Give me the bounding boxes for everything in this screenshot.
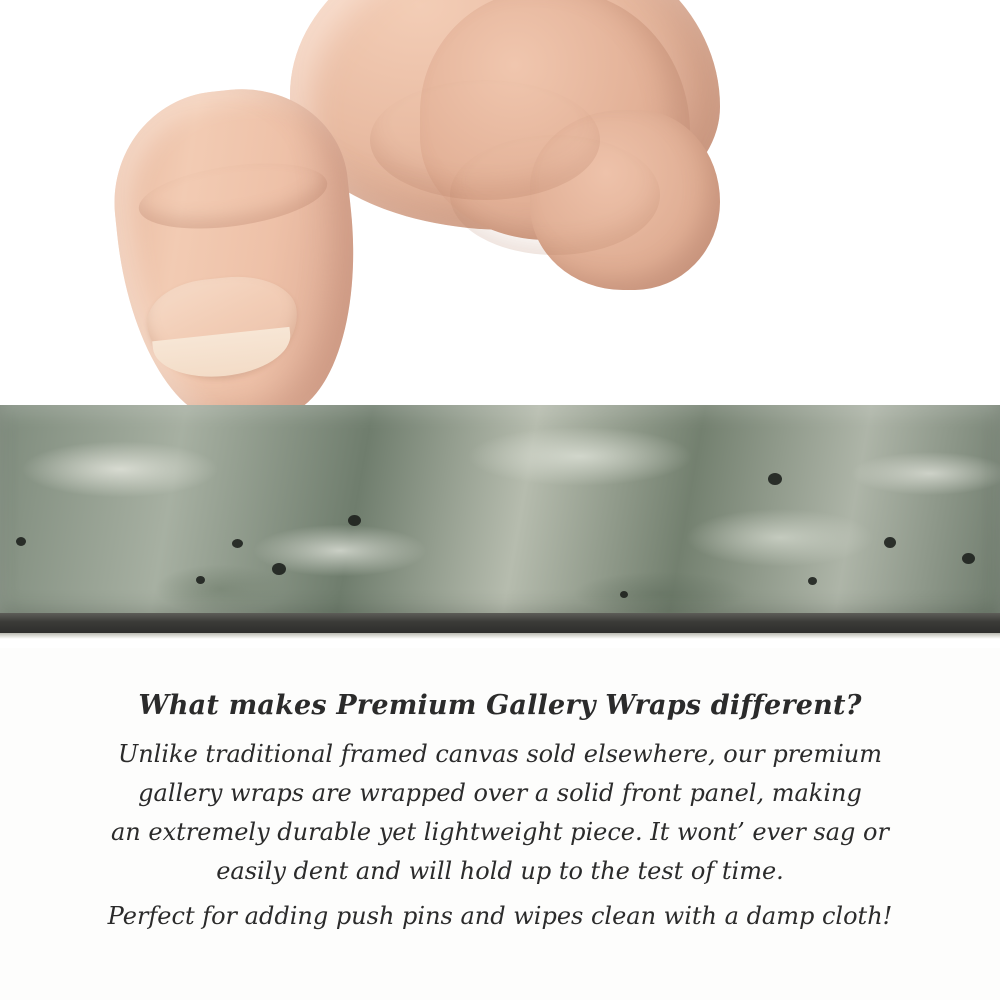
canvas-print-surface [0,405,1000,619]
canvas-edge-highlight [0,633,1000,639]
canvas-speck [768,473,782,485]
canvas-speck [272,563,286,575]
canvas-side-edge [0,613,1000,635]
hand-illustration [120,0,700,430]
caption-closing-line: Perfect for adding push pins and wipes clean with a damp cloth! [107,902,893,930]
caption-title: What makes Premium Gallery Wraps different? [138,690,862,721]
canvas-speck [962,553,975,564]
canvas-speck [620,591,628,598]
canvas-speck [16,537,26,546]
knuckle-crease-lower [450,135,660,255]
canvas-speck [348,515,361,526]
caption-line: an extremely durable yet lightweight piece. It wont’ ever sag or [111,818,889,846]
canvas-speck [232,539,243,548]
caption-line: gallery wraps are wrapped over a solid front panel, making [138,779,862,807]
caption-block [0,690,1000,936]
caption-line: Unlike traditional framed canvas sold elsewhere, our premium [117,740,882,768]
canvas-speck [196,576,205,584]
caption-line: easily dent and will hold up to the test of time. [216,857,784,885]
canvas-speck [808,577,817,585]
canvas-speck [884,537,896,548]
